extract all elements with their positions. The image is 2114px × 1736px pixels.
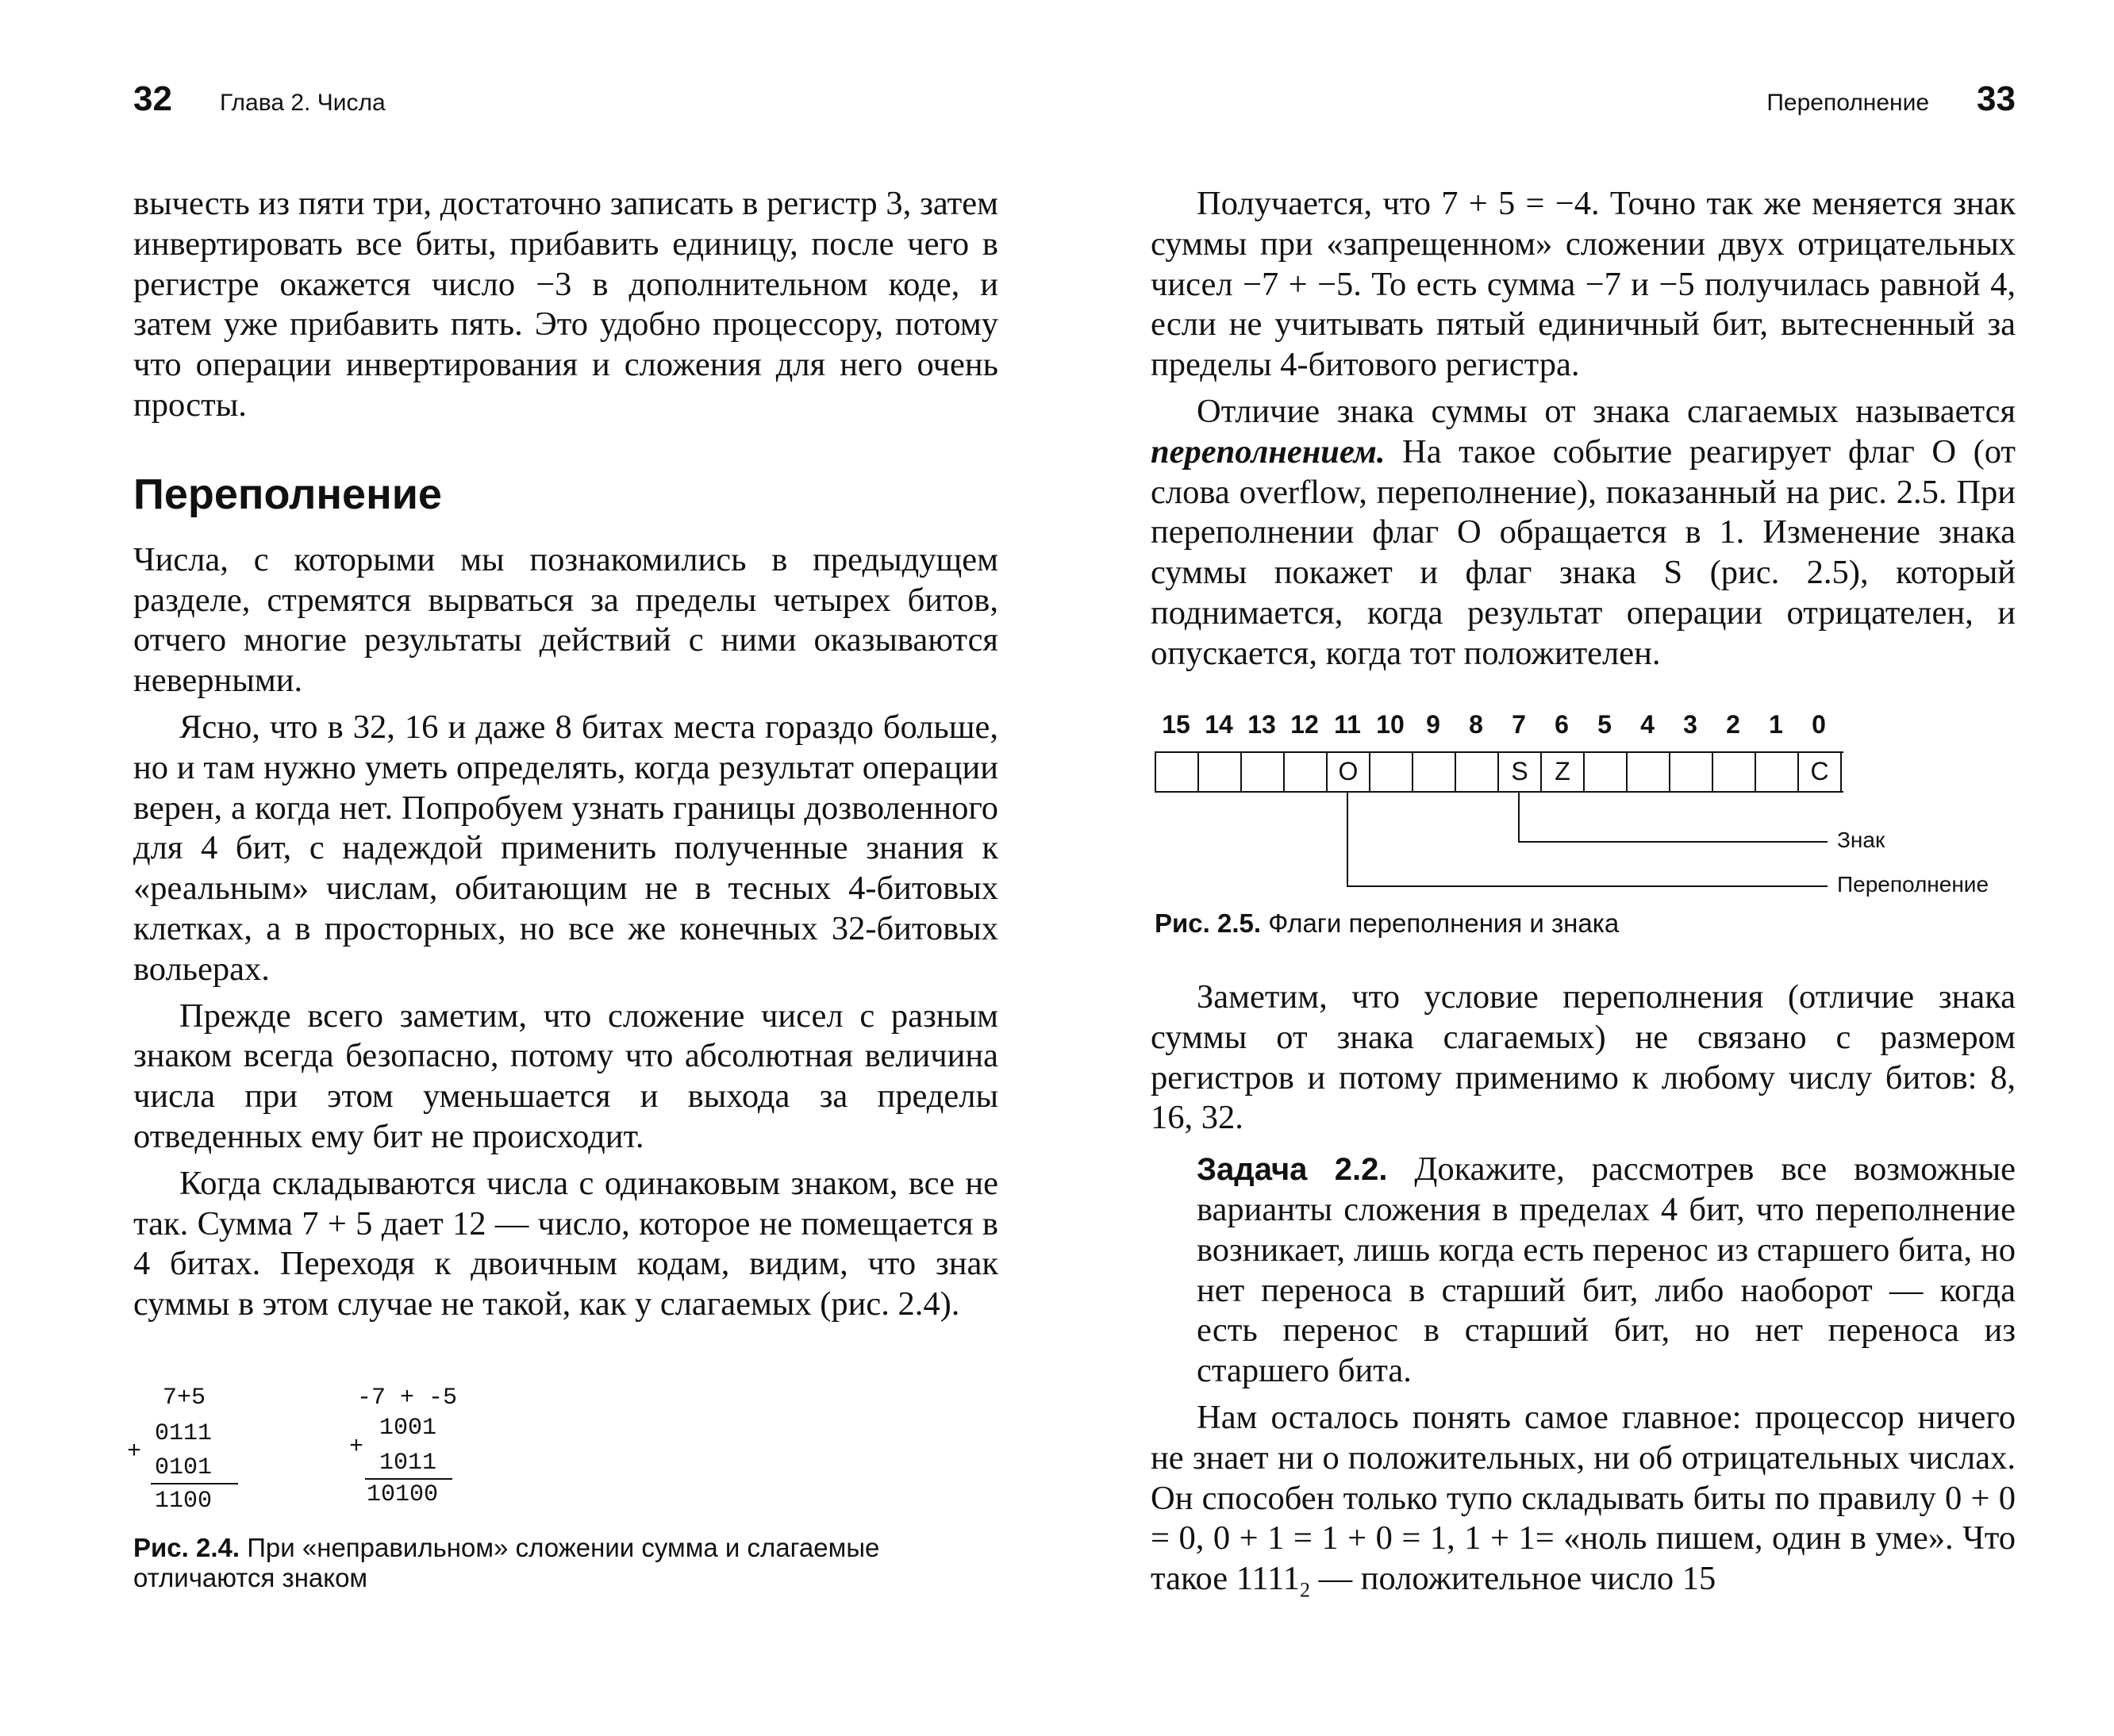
example-1-plus: +	[127, 1438, 142, 1465]
bit-number: 10	[1376, 710, 1405, 739]
example-1-addend-b: 0101	[155, 1454, 213, 1481]
sign-leader-horizontal	[1518, 841, 1828, 843]
left-paragraph-4: Прежде всего заметим, что сложение чисел с разным знаком всегда безопасно, потому что абсолютная величина числа при этом уменьшается и выхода за пределы отведенных ему бит не происходит.	[133, 997, 998, 1155]
bit-number: 7	[1512, 710, 1526, 739]
right-paragraph-1: Получается, что 7 + 5 = −4. Точно так же меняется знак суммы при «запрещенном» сложении двух отрицательных чисел −7 + −5. То есть сумма −7 и −5 получилась равной 4, если не учитывать пятый единичный бит, вытесненный за пределы 4-битового регистра.	[1151, 185, 2016, 384]
task-2-2	[1197, 1150, 2016, 1392]
bit-number: 6	[1555, 710, 1569, 739]
register-cell	[1670, 753, 1713, 791]
example-2-sum-line	[365, 1478, 452, 1480]
overflow-leader-vertical	[1347, 793, 1348, 886]
figure-2-4-caption-line-1: При «неправильном» сложении сумма и слагаемые	[247, 1533, 880, 1562]
left-paragraph-2: Числа, с которыми мы познакомились в предыдущем разделе, стремятся вырваться за пределы четырех битов, отчего многие результаты действий с ними оказываются неверными.	[133, 540, 998, 700]
bit-number: 12	[1290, 710, 1319, 739]
bit-number: 5	[1597, 710, 1612, 739]
left-paragraph-1: вычесть из пяти три, достаточно записать в регистр 3, затем инвертировать все биты, прибавить единицу, после чего в регистре окажется число −3 в дополнительном коде, и затем уже прибавить пять. Это удобно процессору, потому что операции инвертирования и сложения для него очень просты.	[133, 185, 998, 424]
right-paragraph-4-end: — положительное число 15	[1309, 1560, 1716, 1598]
register-cell	[1713, 753, 1756, 791]
register-cell	[1242, 753, 1285, 791]
bit-number: 4	[1640, 710, 1655, 739]
figure-2-5-caption-text: Флаги переполнения и знака	[1268, 908, 1620, 938]
example-1-title: 7+5	[163, 1385, 206, 1411]
register-cell-carry-flag: C	[1799, 753, 1842, 791]
left-chapter-title: Глава 2. Числа	[219, 90, 386, 116]
register-cell	[1756, 753, 1799, 791]
right-column-top	[1151, 184, 2016, 681]
right-paragraph-3: Заметим, что условие переполнения (отличие знака суммы от знака слагаемых) не связано с размером регистров и потому применимо к любому числу битов: 8, 16, 32.	[1151, 978, 2016, 1137]
register-cell	[1370, 753, 1413, 791]
figure-2-4-caption-label: Рис. 2.4.	[133, 1533, 240, 1562]
example-2-addend-b: 1011	[379, 1450, 437, 1477]
register-cell	[1585, 753, 1628, 791]
register-cell	[1456, 753, 1499, 791]
figure-2-5-caption	[1155, 908, 1996, 939]
right-running-head	[1766, 79, 2016, 119]
example-1-addend-a: 0111	[155, 1420, 213, 1447]
register-cell	[1199, 753, 1242, 791]
sign-label: Знак	[1837, 828, 1885, 852]
left-column	[133, 184, 998, 1331]
right-paragraph-2-end: На такое событие реагирует флаг O (от слова overflow, переполнение), показанный на рис. 2.5. При переполнении флаг O обращается в 1. Изменение знака суммы покажет и флаг знака S (рис. 2.5), который поднимается, когда результат операции отрицателен, и опускается, когда тот положителен.	[1151, 432, 2016, 672]
register-cell-overflow-flag: O	[1328, 753, 1370, 791]
example-1-sum-line	[151, 1483, 238, 1484]
register-cell-sign-flag: S	[1499, 753, 1542, 791]
figure-2-5-caption-label: Рис. 2.5.	[1155, 908, 1262, 938]
bit-number-row	[1155, 710, 1840, 742]
figure-2-4-caption	[133, 1533, 974, 1593]
overflow-label: Переполнение	[1837, 872, 1989, 897]
register-cell	[1413, 753, 1456, 791]
bit-number: 15	[1162, 710, 1190, 739]
example-2-sum: 10100	[367, 1481, 439, 1508]
bit-number: 11	[1334, 710, 1361, 739]
bit-number: 2	[1726, 710, 1740, 739]
register-cell	[1628, 753, 1670, 791]
right-section-title: Переполнение	[1766, 90, 1930, 116]
example-1-sum: 1100	[155, 1488, 213, 1515]
section-title: Переполнение	[133, 470, 442, 518]
term-overflow: переполнением.	[1151, 432, 1386, 470]
flags-register	[1155, 751, 1843, 793]
right-paragraph-4-start: Нам осталось понять самое главное: процессор ничего не знает ни о положительных, ни об отрицательных числах. Он способен только тупо складывать биты по правилу 0 + 0 = 0, 0 + 1 = 1 + 0 = 1, 1 + 1= «ноль пишем, один в уме». Что такое 1111	[1151, 1398, 2016, 1598]
right-paragraph-2-start: Отличие знака суммы от знака слагаемых называется	[1197, 392, 2016, 430]
figure-2-4-caption-line-2: отличаются знаком	[133, 1563, 368, 1592]
register-cell	[1156, 753, 1199, 791]
bit-number: 14	[1205, 710, 1233, 739]
right-column-bottom	[1151, 977, 2016, 1617]
figure-2-5	[1155, 710, 1996, 916]
register-cell	[1285, 753, 1328, 791]
task-label: Задача 2.2.	[1197, 1152, 1388, 1188]
bit-number: 8	[1469, 710, 1483, 739]
left-paragraph-3: Ясно, что в 32, 16 и даже 8 битах места гораздо больше, но и там нужно уметь определять, когда результат операции верен, а когда нет. Попробуем узнать границы дозволенного для 4 бит, с надеждой применить полученные знания к «реальным» числам, обитающим не в тесных 4-битовых клетках, а в просторных, но все же конечных 32-битовых вольерах.	[133, 708, 998, 988]
left-running-head	[133, 79, 386, 119]
left-page-number: 32	[133, 79, 172, 118]
right-paragraph-2	[1151, 392, 2016, 674]
example-2-title: -7 + -5	[357, 1385, 458, 1411]
bit-number: 13	[1247, 710, 1276, 739]
example-2-plus: +	[349, 1434, 364, 1461]
right-page-number: 33	[1977, 79, 2016, 118]
register-cell-zero-flag: Z	[1542, 753, 1585, 791]
binary-subscript: 2	[1299, 1578, 1310, 1602]
figure-2-4	[119, 1385, 516, 1527]
bit-number: 0	[1812, 710, 1826, 739]
bit-number: 9	[1426, 710, 1440, 739]
bit-number: 1	[1769, 710, 1783, 739]
task-text: Докажите, рассмотрев все возможные варианты сложения в пределах 4 бит, что переполнение возникает, лишь когда есть перенос из старшего бита, но нет переноса в старший бит, либо наоборот — когда есть перенос в старший бит, но нет переноса из старшего бита.	[1197, 1150, 2016, 1390]
overflow-leader-horizontal	[1347, 885, 1828, 887]
example-2-addend-a: 1001	[379, 1415, 437, 1442]
sign-leader-vertical	[1518, 793, 1520, 842]
bit-number: 3	[1683, 710, 1697, 739]
right-paragraph-4	[1151, 1398, 2016, 1611]
left-paragraph-5: Когда складываются числа с одинаковым знаком, все не так. Сумма 7 + 5 дает 12 — число, которое не помещается в 4 битах. Переходя к двоичным кодам, видим, что знак суммы в этом случае не такой, как у слагаемых (рис. 2.4).	[133, 1164, 998, 1323]
